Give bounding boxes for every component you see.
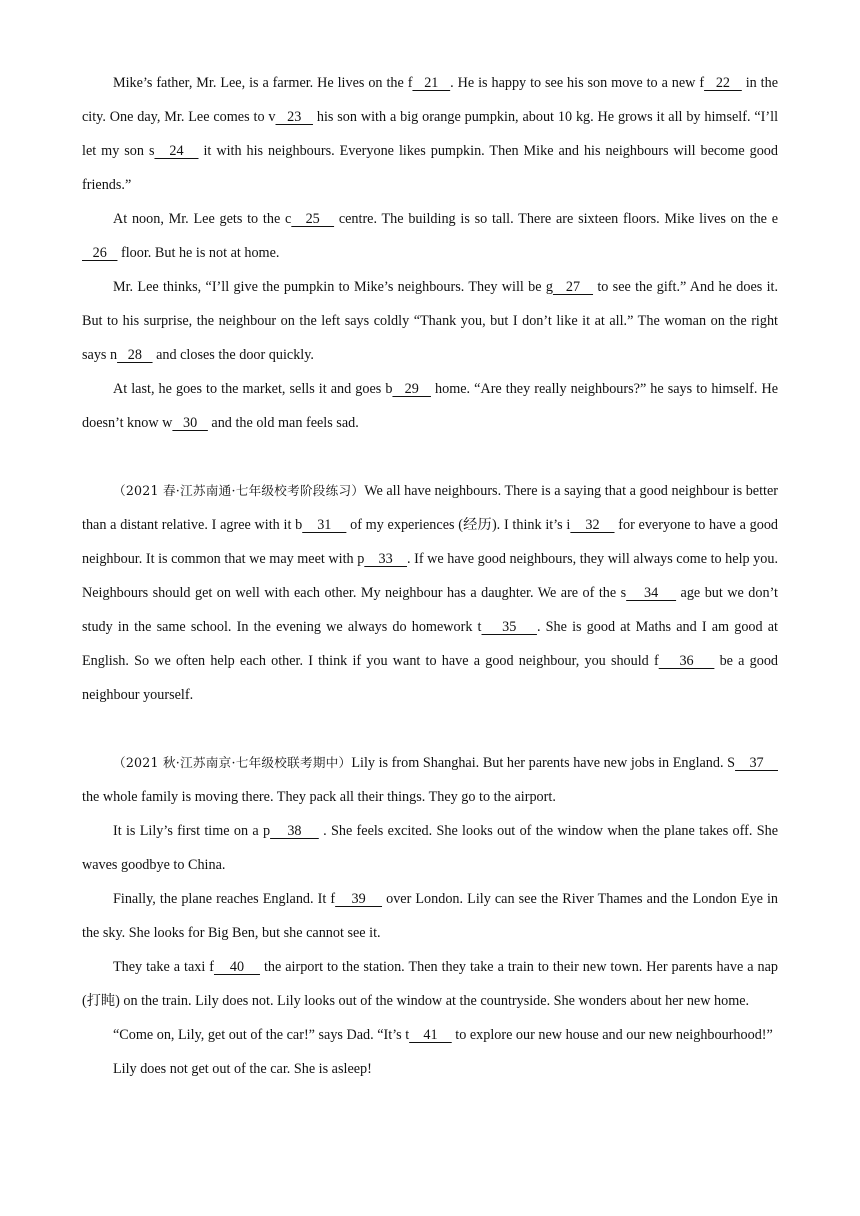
text-run: the airport to the station. Then they take a train to their new town. Her parents have a nap (打盹) on the train. Lily does not. Lily looks out of the window at the countryside. She wonders about her new home. <box>82 959 779 1009</box>
answer-blank: 34 <box>626 585 677 601</box>
text-run: At noon, Mr. Lee gets to the c <box>113 211 292 227</box>
paragraph <box>82 202 778 270</box>
passage <box>82 474 778 712</box>
answer-blank: 38 <box>270 823 319 839</box>
text-run: and closes the door quickly. <box>152 347 314 363</box>
answer-blank: 24 <box>154 143 199 159</box>
text-run: home. “Are they really neighbours?” he says to himself. He doesn’t know w <box>82 381 779 431</box>
answer-blank: 21 <box>412 75 451 91</box>
passage <box>82 746 778 1086</box>
document-page <box>82 66 778 1086</box>
text-run: his son with a big orange pumpkin, about 10 kg. He grows it all by himself. “I’ll let my son s <box>82 109 779 159</box>
text-run: . She is good at Maths and I am good at English. So we often help each other. I think if you want to have a good neighbour, you should f <box>82 619 779 669</box>
text-run: in the city. One day, Mr. Lee comes to v <box>82 75 779 125</box>
source-label: （2021 春·江苏南通·七年级校考阶段练习） <box>113 483 365 498</box>
answer-blank: 22 <box>704 75 742 91</box>
text-run: . He is happy to see his son move to a new f <box>450 75 705 91</box>
answer-blank: 39 <box>335 891 383 907</box>
passage-gap <box>82 712 778 746</box>
text-run: Mike’s father, Mr. Lee, is a farmer. He lives on the f <box>113 75 413 91</box>
text-run: Finally, the plane reaches England. It f <box>113 891 336 907</box>
paragraph <box>82 1052 778 1086</box>
text-run: We all have neighbours. There is a saying that a good neighbour is better than a distant relative. I agree with it b <box>82 483 778 533</box>
answer-blank: 29 <box>392 381 431 397</box>
text-run: . If we have good neighbours, they will always come to help you. Neighbours should get on well with each other. My neighbour has a daughter. We are of the s <box>82 551 779 601</box>
source-label: （2021 秋·江苏南京·七年级校联考期中） <box>113 755 352 770</box>
passage-gap <box>82 440 778 474</box>
answer-blank: 41 <box>409 1027 452 1043</box>
answer-blank: 35 <box>481 619 537 635</box>
text-run: Mr. Lee thinks, “I’ll give the pumpkin to Mike’s neighbours. They will be g <box>113 279 553 295</box>
text-run: “Come on, Lily, get out of the car!” says Dad. “It’s t <box>113 1027 410 1043</box>
answer-blank: 25 <box>291 211 335 227</box>
paragraph <box>82 1018 778 1052</box>
answer-blank: 37 <box>735 755 778 771</box>
text-run: to explore our new house and our new neighbourhood!” <box>451 1027 773 1043</box>
answer-blank: 23 <box>275 109 313 125</box>
answer-blank: 32 <box>570 517 615 533</box>
answer-blank: 28 <box>117 347 153 363</box>
paragraph <box>82 474 778 712</box>
paragraph <box>82 372 778 440</box>
answer-blank: 36 <box>658 653 715 669</box>
text-run: At last, he goes to the market, sells it and goes b <box>113 381 393 397</box>
answer-blank: 26 <box>82 245 118 261</box>
text-run: over London. Lily can see the River Thames and the London Eye in the sky. She looks for Big Ben, but she cannot see it. <box>82 891 779 941</box>
paragraph <box>82 746 778 814</box>
text-run: it with his neighbours. Everyone likes pumpkin. Then Mike and his neighbours will become good friends.” <box>82 143 778 193</box>
text-run: They take a taxi f <box>113 959 214 975</box>
text-run: age but we don’t study in the same school. In the evening we always do homework t <box>82 585 778 635</box>
answer-blank: 27 <box>552 279 594 295</box>
text-run: It is Lily’s first time on a p <box>113 823 271 839</box>
text-run: and the old man feels sad. <box>207 415 359 431</box>
paragraph <box>82 270 778 372</box>
answer-blank: 30 <box>172 415 208 431</box>
text-run: to see the gift.” And he does it. But to his surprise, the neighbour on the left says coldly “Thank you, but I don’t like it at all.” The woman on the right says n <box>82 279 779 363</box>
paragraph <box>82 882 778 950</box>
answer-blank: 33 <box>364 551 408 567</box>
answer-blank: 31 <box>302 517 347 533</box>
answer-blank: 40 <box>213 959 260 975</box>
text-run: the whole family is moving there. They pack all their things. They go to the airport. <box>82 789 556 805</box>
paragraph <box>82 66 778 202</box>
text-run: floor. But he is not at home. <box>117 245 280 261</box>
text-run: of my experiences (经历). I think it’s i <box>346 517 571 533</box>
passage <box>82 66 778 440</box>
text-run: . She feels excited. She looks out of the window when the plane takes off. She waves goodbye to China. <box>82 823 778 873</box>
text-run: centre. The building is so tall. There are sixteen floors. Mike lives on the e <box>334 211 779 227</box>
text-run: be a good neighbour yourself. <box>82 653 779 703</box>
paragraph <box>82 950 778 1018</box>
text-run: Lily is from Shanghai. But her parents have new jobs in England. S <box>351 755 736 771</box>
text-run: Lily does not get out of the car. She is asleep! <box>113 1061 372 1077</box>
paragraph <box>82 814 778 882</box>
text-run: for everyone to have a good neighbour. It is common that we may meet with p <box>82 517 779 567</box>
